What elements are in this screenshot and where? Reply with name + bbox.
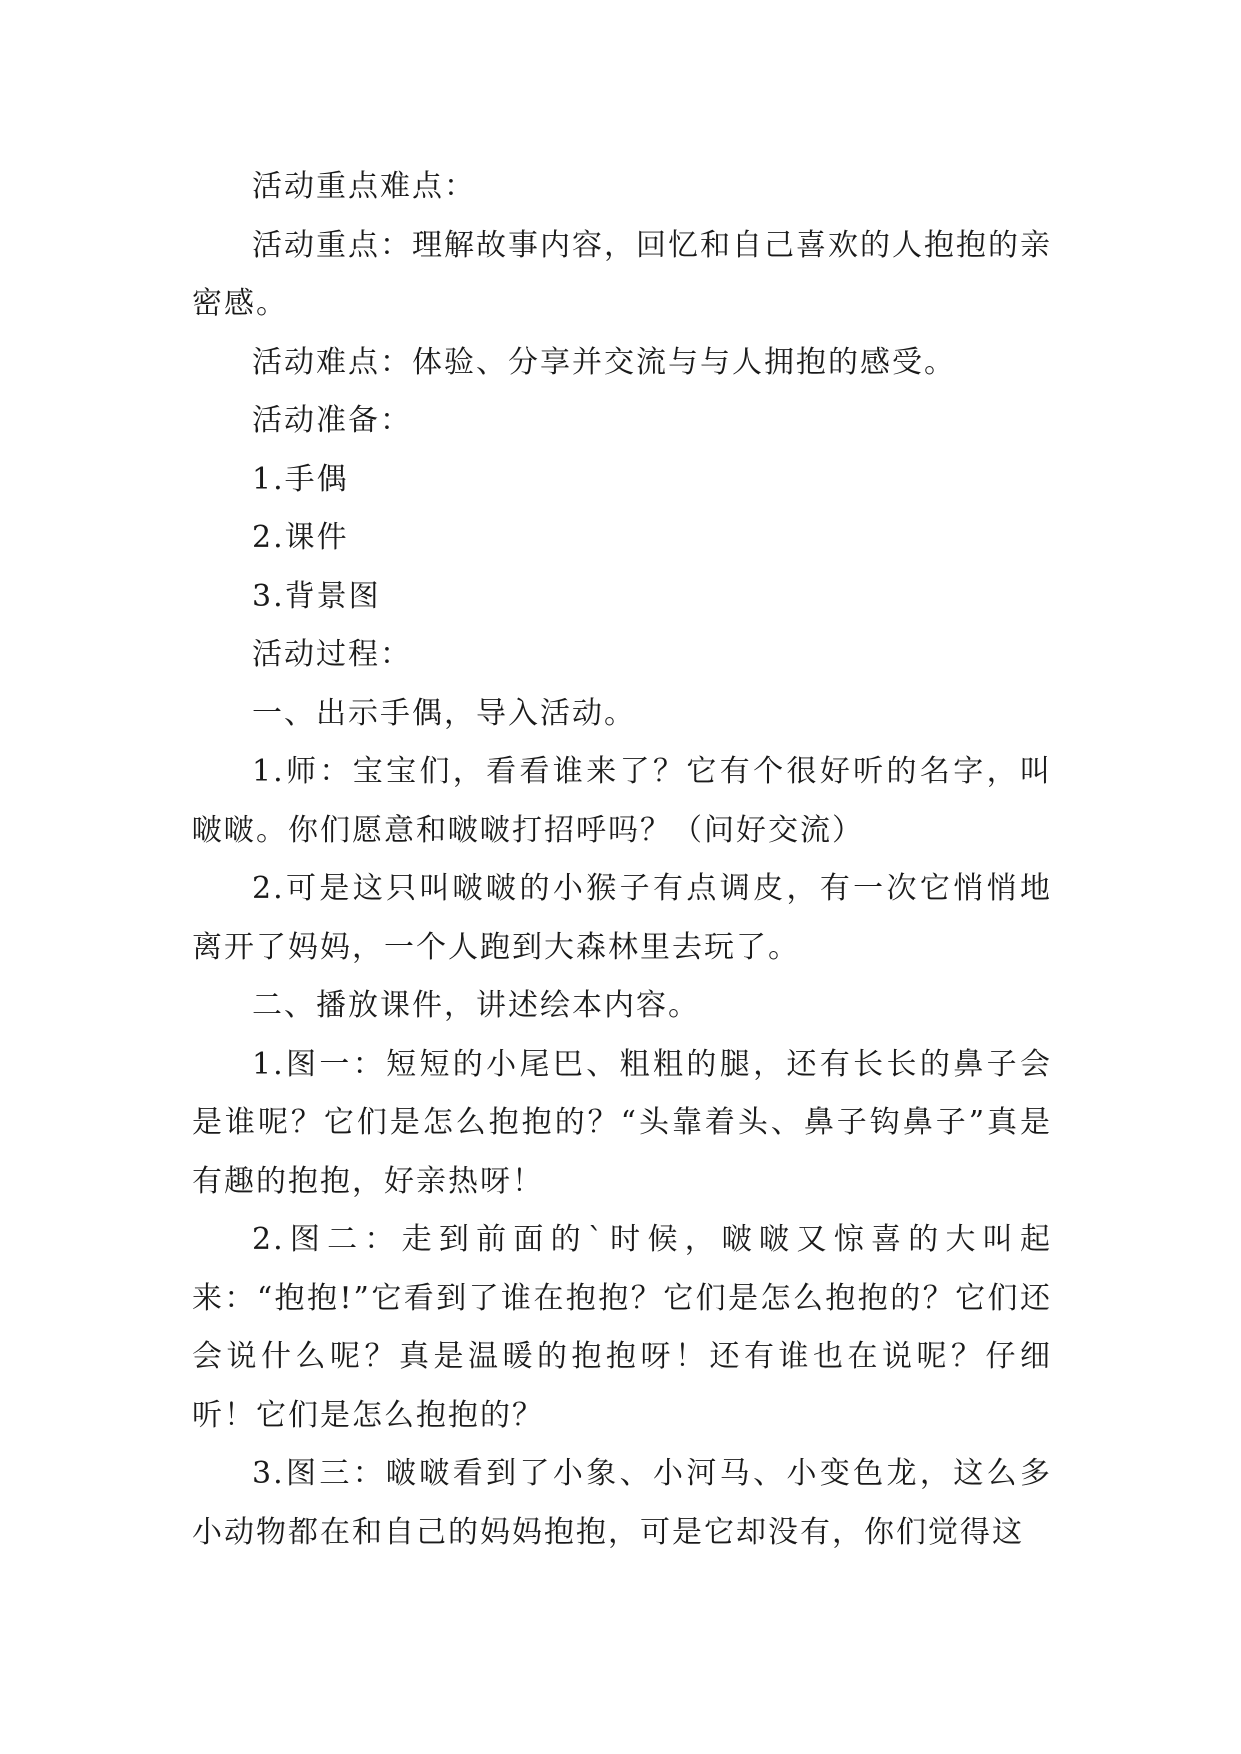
section-heading-two: 二、播放课件，讲述绘本内容。 (252, 988, 700, 1023)
paragraph-step-1-1: 1.师：宝宝们，看看谁来了？它有个很好听的名字，叫啵啵。你们愿意和啵啵打招呼吗？（问好交流） (192, 754, 1052, 848)
paragraph-difficult-points: 活动难点：体验、分享并交流与与人拥抱的感受。 (252, 344, 956, 380)
list-item-hand-puppet: 1.手偶 (252, 461, 349, 497)
heading-key-difficult-points: 活动重点难点： (252, 169, 476, 204)
heading-activity-preparation: 活动准备： (252, 403, 412, 438)
list-item-courseware: 2.课件 (252, 520, 349, 555)
paragraph-figure-3: 3.图三：啵啵看到了小象、小河马、小变色龙，这么多小动物都在和自己的妈妈抱抱，可是它却没有，你们觉得这 (192, 1456, 1052, 1550)
heading-activity-process: 活动过程： (252, 637, 412, 672)
section-heading-one: 一、出示手偶，导入活动。 (252, 695, 636, 731)
paragraph-figure-1: 1.图一：短短的小尾巴、粗粗的腿，还有长长的鼻子会是谁呢？它们是怎么抱抱的？“头靠着头、鼻子钩鼻子”真是有趣的抱抱，好亲热呀！ (192, 1046, 1052, 1199)
document-body (192, 158, 1052, 1562)
paragraph-key-points: 活动重点：理解故事内容，回忆和自己喜欢的人抱抱的亲密感。 (192, 227, 1052, 321)
list-item-background-image: 3.背景图 (252, 578, 381, 614)
paragraph-step-1-2: 2.可是这只叫啵啵的小猴子有点调皮，有一次它悄悄地离开了妈妈，一个人跑到大森林里去玩了。 (192, 871, 1052, 965)
paragraph-figure-2: 2.图二：走到前面的`时候，啵啵又惊喜的大叫起来：“抱抱!”它看到了谁在抱抱？它们是怎么抱抱的？它们还会说什么呢？真是温暖的抱抱呀！还有谁也在说呢？仔细听！它们是怎么抱抱的？ (192, 1222, 1052, 1433)
